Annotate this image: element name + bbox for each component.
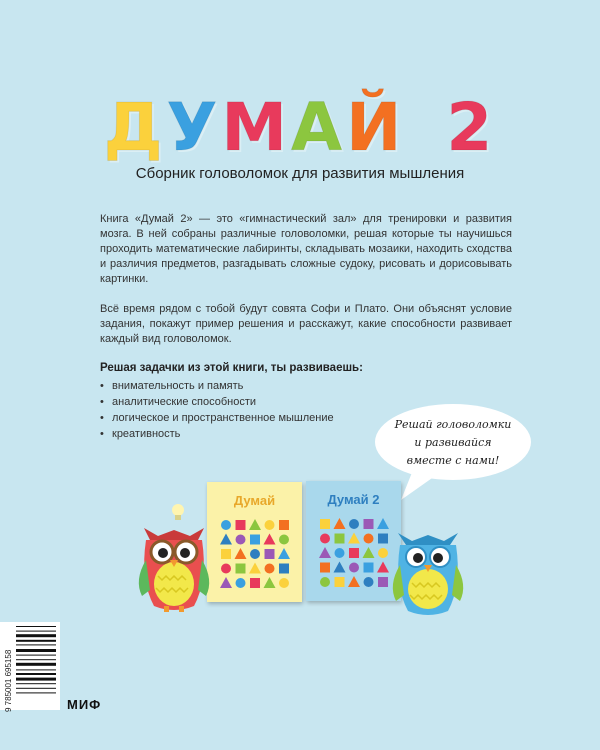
publisher-logo: МИФ [67, 697, 102, 712]
puzzle-icon [221, 564, 231, 574]
title-number: 2 [446, 89, 497, 166]
puzzle-icon [250, 535, 260, 545]
barcode-bar [16, 692, 56, 693]
barcode-bar [16, 644, 56, 645]
puzzle-icon [364, 519, 374, 529]
book-cover-title: Думай 2 [327, 492, 380, 507]
speech-line: вместе с нами! [406, 454, 500, 467]
isbn-number-wrap [4, 622, 16, 712]
title-letter-2: У [166, 89, 222, 166]
puzzle-icon [236, 535, 246, 545]
puzzle-icon [334, 518, 346, 529]
barcode-bar [16, 659, 56, 660]
barcode-bar [16, 673, 56, 675]
title-letter-5: Й [346, 89, 406, 166]
speech-line: и развивайся [414, 436, 492, 449]
blue-owl-illustration [388, 515, 468, 620]
speech-line: Решай головоломки [394, 418, 512, 431]
puzzle-icon [320, 563, 330, 573]
benefits-heading: Решая задачки из этой книги, ты развиваешь: [100, 362, 363, 374]
puzzle-icon [335, 577, 345, 587]
puzzle-icon [265, 549, 275, 559]
book-title [0, 89, 600, 166]
benefit-item: • аналитические способности [100, 394, 334, 410]
puzzle-icon [250, 549, 260, 559]
puzzle-icon [319, 547, 331, 558]
puzzle-icon [320, 519, 330, 529]
description-paragraph-1: Книга «Думай 2» — это «гимнастический зал» для тренировки и развития мозга. В ней собраны различные головоломки, решая которые ты научишься проходить математические лабиринты, складывать мозаики, находить сходства и различия предметов, разгадывать сложные судоку, рисовать и дорисовывать картинки. [100, 213, 512, 285]
barcode-bar [16, 663, 56, 666]
puzzle-icon [348, 576, 360, 587]
title-letter-4: А [291, 89, 347, 166]
puzzle-icon [264, 577, 276, 588]
puzzle-icon [220, 577, 232, 588]
puzzle-icon [236, 520, 246, 530]
speech-bubble [373, 402, 533, 488]
puzzle-icon [265, 564, 275, 574]
puzzle-icon [264, 534, 276, 545]
subtitle: Сборник головоломок для развития мышления [135, 165, 465, 182]
barcode-bar [16, 688, 56, 689]
puzzle-icon [249, 519, 261, 530]
puzzle-icon [363, 547, 375, 558]
book-cover-title: Думай [233, 493, 276, 508]
puzzle-icon [235, 548, 247, 559]
book-cover-dumai-2 [306, 481, 401, 601]
benefits-list [100, 378, 334, 442]
benefit-item: • креативность [100, 426, 334, 442]
puzzle-icon [378, 534, 388, 544]
puzzle-icon [335, 548, 345, 558]
puzzle-icon [250, 578, 260, 588]
benefit-item: • внимательность и память [100, 378, 334, 394]
puzzle-icon [320, 534, 330, 544]
barcode-bar [16, 669, 56, 670]
barcode-bar [16, 649, 56, 652]
description-paragraph-2: Всё время рядом с тобой будут совята Софи и Плато. Они объяснят условие задания, покажут пример решения и расскажут, какие способности развивает каждый вид головоломок. [100, 303, 512, 345]
benefit-item: • логическое и пространственное мышление [100, 410, 334, 426]
puzzle-icon [236, 564, 246, 574]
speech-bubble-text [373, 416, 533, 470]
puzzle-icon [348, 533, 360, 544]
puzzle-icon [249, 563, 261, 574]
barcode-bar [16, 631, 56, 632]
book-cover-dumai-1 [207, 482, 302, 602]
puzzle-icon [265, 520, 275, 530]
puzzle-icon [221, 549, 231, 559]
barcode-bar [16, 655, 56, 656]
puzzle-icon [334, 562, 346, 573]
puzzle-icon [279, 578, 289, 588]
puzzle-icon [349, 519, 359, 529]
puzzle-icon [378, 577, 388, 587]
puzzle-icon [279, 520, 289, 530]
puzzle-icon [335, 534, 345, 544]
puzzle-icon [349, 563, 359, 573]
barcode-bar [16, 640, 56, 642]
puzzle-icon [278, 548, 290, 559]
puzzle-icon [349, 548, 359, 558]
puzzle-icon-grid [219, 518, 291, 590]
puzzle-icon [320, 577, 330, 587]
barcode-bar [16, 634, 56, 637]
puzzle-icon [220, 534, 232, 545]
puzzle-icon [221, 520, 231, 530]
barcode-bar [16, 626, 56, 627]
puzzle-icon [279, 564, 289, 574]
puzzle-icon [364, 534, 374, 544]
title-letter-1: Д [103, 89, 167, 166]
barcode-bar [16, 678, 56, 681]
lightbulb-icon [172, 504, 184, 516]
puzzle-icon [279, 535, 289, 545]
puzzle-icon [378, 548, 388, 558]
puzzle-icon-grid [318, 517, 390, 589]
red-owl-illustration [134, 500, 214, 615]
isbn-number: 9 785001 695158 [4, 649, 13, 712]
barcode-bar [16, 683, 56, 684]
puzzle-icon [236, 578, 246, 588]
puzzle-icon [364, 577, 374, 587]
puzzle-icon [364, 563, 374, 573]
title-letter-3: М [221, 89, 292, 166]
